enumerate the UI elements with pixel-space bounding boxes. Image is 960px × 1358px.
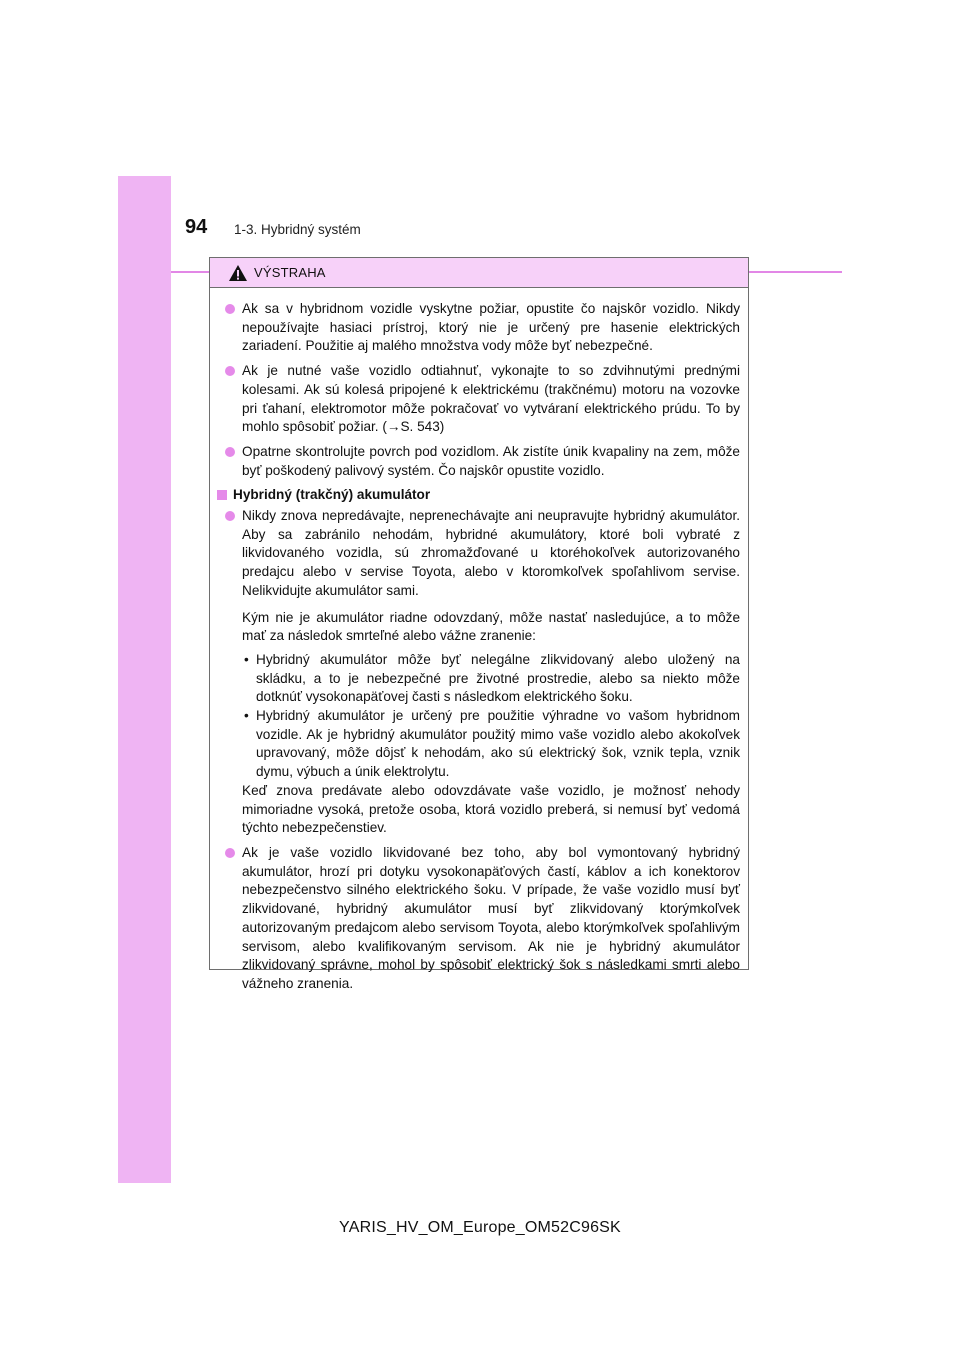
warning-item-fire bbox=[216, 300, 740, 356]
warning-item-leak bbox=[216, 443, 740, 480]
bullet-dot bbox=[225, 304, 235, 314]
warning-triangle-icon bbox=[228, 264, 248, 282]
dash-item-text: Hybridný akumulátor môže byť nelegálne zlikvidovaný alebo uložený na skládku, a to je nebezpečné pre životné prostredie, alebo sa niekto môže dotknúť vysokonapäťovej časti s následkom elektrického šoku. bbox=[256, 651, 740, 705]
warning-item-text: Ak sa v hybridnom vozidle vyskytne požiar, opustite čo najskôr vozidlo. Nikdy nepoužívajte hasiaci prístroj, ktorý nie je určený pre hasenie elektrických zariadení. Použitie aj malého množstva vody môže byť nebezpečné. bbox=[242, 301, 740, 354]
section-square-mark bbox=[217, 490, 227, 500]
battery-section-heading bbox=[216, 486, 740, 505]
battery-item-disposal bbox=[216, 507, 740, 601]
dash-bullet: • bbox=[244, 708, 249, 724]
bullet-dot bbox=[225, 511, 235, 521]
battery-paragraph-risks: Kým nie je akumulátor riadne odovzdaný, môže nastať nasledujúce, a to môže mať za následok smrteľné alebo vážne zranenie: bbox=[242, 609, 740, 644]
warning-body bbox=[210, 288, 748, 994]
warning-item-text: Ak je nutné vaše vozidlo odtiahnuť, vykonajte to so zdvihnutými prednými kolesami. Ak sú kolesá pripojené k elektrickému (trakčnému) motoru na vozovke pri ťahaní, elektromotor môže pokračovať vo vytváraní elektrického prúdu. To by mohlo spôsobiť požiar. (→S. 543) bbox=[242, 363, 740, 435]
battery-item-text: Nikdy znova nepredávajte, neprenechávajte ani neupravujte hybridný akumulátor. Aby sa zabránilo nehodám, hybridné akumulátory, ktoré boli vybraté z likvidovaného vozidla, sú zhromažďované u ktoréhokoľvek autorizovaného predajcu alebo v servise Toyota, alebo v ktoromkoľvek spoľahlivom servise. Nelikvidujte akumulátor sami. bbox=[242, 508, 740, 598]
footer-document-code: YARIS_HV_OM_Europe_OM52C96SK bbox=[339, 1219, 621, 1236]
dash-item-text: Hybridný akumulátor je určený pre použitie výhradne vo vašom hybridnom vozidle. Ak je hybridný akumulátor použitý mimo vaše vozidlo alebo akokoľvek upravovaný, môže dôjsť k nehodám, ako sú elektrický šok, vznik tepla, vznik dymu, výbuch a únik elektrolytu. bbox=[256, 708, 740, 780]
page-number: 94 bbox=[185, 216, 208, 238]
warning-item-text: Opatrne skontrolujte povrch pod vozidlom. Ak zistíte únik kvapaliny na zem, môže byť poškodený palivový systém. Čo najskôr opustite vozidlo. bbox=[242, 443, 740, 478]
battery-paragraph-resale: Keď znova predávate alebo odovzdávate vaše vozidlo, je možnosť nehody mimoriadne vysoká, pretože osoba, ktorá vozidlo preberá, si nemusí byť vedomá týchto nebezpečenstiev. bbox=[242, 782, 740, 836]
warning-label: VÝSTRAHA bbox=[254, 265, 326, 280]
warning-item-towing bbox=[216, 362, 740, 437]
battery-dash-item-misuse bbox=[216, 707, 740, 782]
bullet-dot bbox=[225, 366, 235, 376]
chapter-side-band bbox=[118, 176, 171, 1183]
section-title: 1-3. Hybridný systém bbox=[234, 222, 361, 237]
battery-dash-item-landfill bbox=[216, 651, 740, 707]
section-heading-text: Hybridný (trakčný) akumulátor bbox=[233, 487, 431, 503]
warning-header bbox=[210, 258, 748, 288]
battery-item-scrapping bbox=[216, 844, 740, 994]
warning-box bbox=[209, 257, 749, 991]
bullet-dot bbox=[225, 447, 235, 457]
dash-bullet: • bbox=[244, 651, 249, 667]
bullet-dot bbox=[225, 848, 235, 858]
battery-item-text: Ak je vaše vozidlo likvidované bez toho, aby bol vymontovaný hybridný akumulátor, hrozí pri dotyku vysokonapäťových častí, káblov a ich konektorov nebezpečenstvo silného elektrického šoku. V prípade, že vaše vozidlo musí byť zlikvidované, hybridný akumulátor musí byť zlikvidovaný ktorýmkoľvek autorizovaným predajcom alebo servisom Toyota, alebo ktorýmkoľvek spoľahlivým servisom, alebo kvalifikovaným servisom. Ak nie je hybridný akumulátor zlikvidovaný správne, mohol by spôsobiť elektrický šok s následkami smrti alebo vážneho zranenia. bbox=[242, 844, 740, 991]
